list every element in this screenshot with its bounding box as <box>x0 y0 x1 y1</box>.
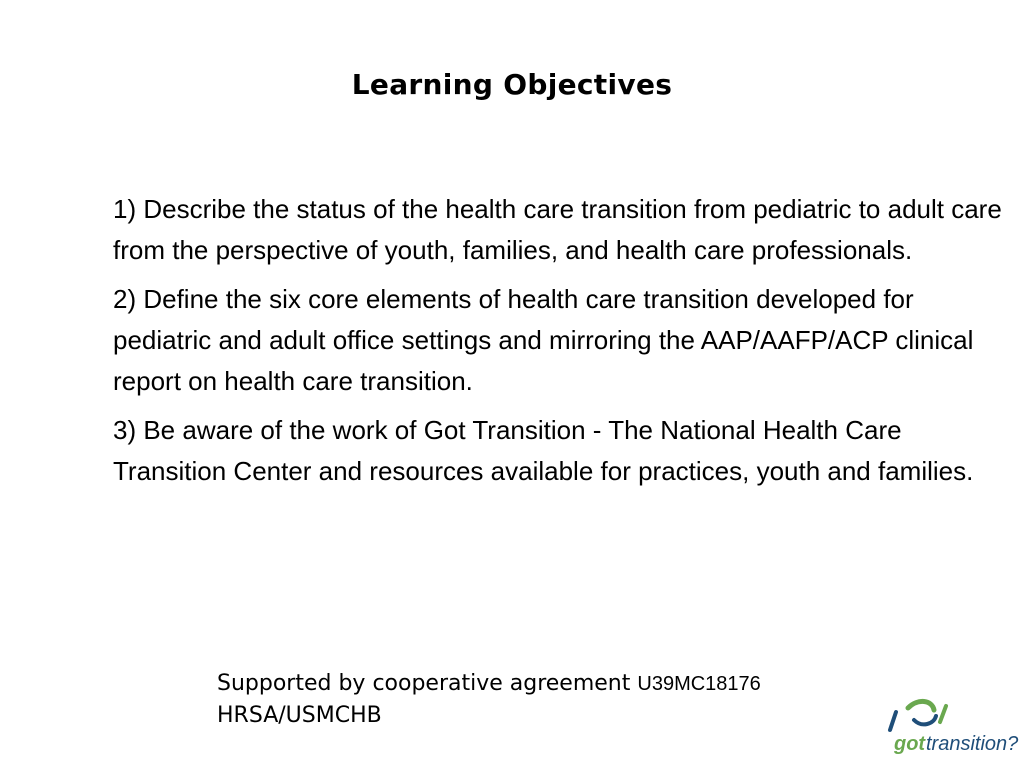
support-text: Supported by cooperative agreement <box>217 671 638 696</box>
logo-swoosh-right <box>940 706 946 722</box>
grant-number: U39MC18176 <box>637 673 761 695</box>
logo-swoosh-blue <box>914 716 936 724</box>
objective-item: 2) Define the six core elements of health care transition developed for pediatric and adult office settings and mirroring the AAP/AAFP/ACP clinical report on health care transition. <box>113 284 974 396</box>
logo-swoosh-green <box>908 701 934 710</box>
logo-word-got: got <box>894 733 926 755</box>
got-transition-logo <box>878 690 1019 760</box>
objective-item: 3) Be aware of the work of Got Transition - The National Health Care Transition Center and resources available for practices, youth and families. <box>113 415 974 486</box>
support-note <box>217 668 937 731</box>
slide-title: Learning Objectives <box>351 68 673 101</box>
objectives-list <box>113 189 1003 500</box>
agency-name: HRSA/USMCHB <box>217 703 382 728</box>
objective-item: 1) Describe the status of the health care transition from pediatric to adult care from the perspective of youth, families, and health care professionals. <box>113 194 1002 265</box>
logo-word-transition: transition? <box>926 733 1019 755</box>
logo-swoosh-left <box>890 712 896 730</box>
